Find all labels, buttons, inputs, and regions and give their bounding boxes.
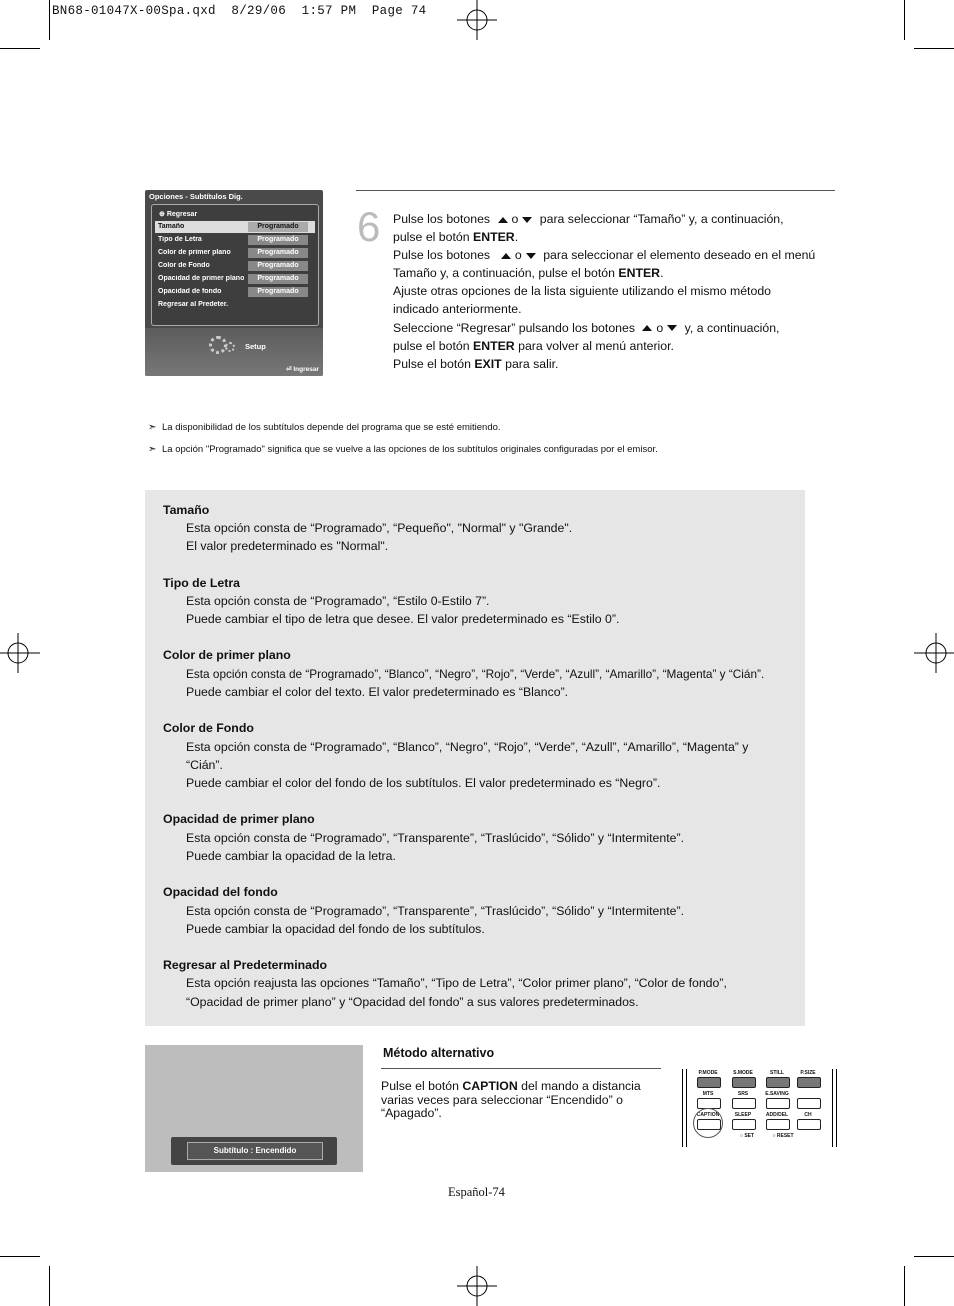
setup-label: Setup (245, 342, 266, 351)
menu-row-tipo[interactable]: Tipo de Letra Programado (155, 234, 315, 246)
note-arrow-icon: ➣ (148, 444, 157, 455)
osd-caption-status: Subtítulo : Encendido (187, 1142, 323, 1160)
crop-mark (0, 1256, 40, 1257)
up-arrow-icon (498, 217, 508, 223)
up-arrow-icon (642, 325, 652, 331)
psize-button[interactable] (797, 1077, 821, 1088)
set-label: ○ SET (739, 1133, 755, 1139)
option-text: Puede cambiar la opacidad del fondo de los subtítulos. (186, 922, 485, 936)
option-text: Esta opción consta de “Programado”, “Blanco”, “Negro”, “Rojo”, “Verde”, “Azull”, “Amarillo”, “Magenta” y “Cián”. (186, 667, 765, 681)
crop-mark (904, 1266, 905, 1306)
option-heading: Color de Fondo (163, 721, 254, 735)
menu-row-color-primer[interactable]: Color de primer plano Programado (155, 247, 315, 259)
reset-label: ○ RESET (772, 1133, 794, 1139)
note: ➣ La disponibilidad de los subtítulos depende del programa que se esté emitiendo. (148, 422, 501, 433)
option-heading: Color de primer plano (163, 648, 291, 662)
crop-mark (914, 48, 954, 49)
page-number: Español-74 (448, 1185, 505, 1199)
note-arrow-icon: ➣ (148, 422, 157, 433)
up-arrow-icon (501, 253, 511, 259)
crop-mark (904, 0, 905, 40)
caption-highlight-circle (693, 1108, 723, 1138)
down-arrow-icon (667, 325, 677, 331)
option-heading: Tamaño (163, 503, 210, 517)
crop-mark (0, 48, 40, 49)
esaving-button[interactable] (766, 1098, 790, 1109)
option-text: Puede cambiar el tipo de letra que desee. El valor predeterminado es “Estilo 0”. (186, 612, 620, 626)
tv-screen-image (145, 1045, 363, 1172)
menu-row-opacidad-fondo[interactable]: Opacidad de fondo Programado (155, 286, 315, 298)
alt-method-title: Método alternativo (383, 1046, 495, 1060)
smode-button[interactable] (732, 1077, 756, 1088)
option-heading: Regresar al Predeterminado (163, 958, 328, 972)
menu-back-item[interactable]: ⊕ Regresar (159, 211, 198, 218)
menu-row-opacidad-primer[interactable]: Opacidad de primer plano Programado (155, 273, 315, 285)
osd-bar (171, 1137, 337, 1165)
menu-row-color-fondo[interactable]: Color de Fondo Programado (155, 260, 315, 272)
option-text: Esta opción consta de “Programado”, “Estilo 0-Estilo 7”. (186, 594, 490, 608)
alt-method-text: Pulse el botón CAPTION del mando a distancia varias veces para seleccionar “Encendido” o “Apagado”. (381, 1079, 641, 1120)
crop-mark (49, 0, 50, 40)
down-arrow-icon (522, 217, 532, 223)
step-number: 6 (357, 203, 381, 250)
ch-up-button[interactable] (797, 1098, 821, 1109)
pmode-button[interactable] (697, 1077, 721, 1088)
sleep-button[interactable] (732, 1119, 756, 1130)
crop-mark (914, 1256, 954, 1257)
down-arrow-icon (526, 253, 536, 259)
option-heading: Tipo de Letra (163, 576, 240, 590)
option-text: Esta opción consta de “Programado”, “Blanco”, “Negro”, “Rojo”, “Verde”, “Azull”, “Amarillo”, “Magenta” y (186, 740, 749, 754)
registration-mark-icon (457, 1266, 497, 1306)
menu-footer (145, 328, 323, 376)
enter-hint: ⏎ Ingresar (286, 366, 319, 373)
menu-panel (151, 204, 319, 326)
menu-row-tamano[interactable]: Tamaño Programado (155, 221, 315, 233)
step-instructions: Pulse los botones o para seleccionar “Tamaño” y, a continuación, pulse el botón ENTER. Pulse los botones o para seleccionar el elemento deseado en el menú Tamaño y, a continuación, pulse el botón ENTER. Ajuste otras opciones de la lista siguiente utilizando el mismo método indicado anteriormente. Seleccione “Regresar” pulsando los botones o y, a continuación, pulse el botón ENTER para volver al menú anterior. Pulse el botón EXIT para salir. (393, 212, 816, 371)
registration-mark-icon (457, 0, 497, 40)
option-text: Puede cambiar el color del texto. El valor predeterminado es “Blanco”. (186, 685, 569, 699)
options-box (145, 490, 805, 1026)
remote-control-image: P.MODE S.MODE STILL P.SIZE MTS SRS E.SAVING CAPTION SLEEP ADD/DEL CH ○ SET ○ RESET (682, 1069, 837, 1147)
tv-menu-screenshot (145, 190, 323, 376)
option-text: Puede cambiar la opacidad de la letra. (186, 849, 396, 863)
option-text: Puede cambiar el color del fondo de los subtítulos. El valor predeterminado es “Negro”. (186, 776, 661, 790)
option-text: “Cián”. (186, 758, 223, 772)
option-heading: Opacidad del fondo (163, 885, 278, 899)
gear-icon (225, 342, 235, 352)
option-text: Esta opción reajusta las opciones “Tamaño”, “Tipo de Letra”, “Color primer plano”, “Color de fondo”, (186, 976, 727, 990)
registration-mark-icon (0, 633, 40, 673)
option-text: “Opacidad de primer plano” y “Opacidad del fondo” a sus valores predeterminados. (186, 995, 639, 1009)
option-text: El valor predeterminado es "Normal". (186, 539, 389, 553)
option-text: Esta opción consta de “Programado”, “Pequeño", "Normal" y "Grande". (186, 521, 573, 535)
option-text: Esta opción consta de “Programado”, “Transparente”, “Traslúcido”, “Sólido” y “Intermitente”. (186, 904, 684, 918)
print-header: BN68-01047X-00Spa.qxd 8/29/06 1:57 PM Page 74 (52, 4, 427, 18)
still-button[interactable] (766, 1077, 790, 1088)
menu-title: Opciones - Subtítulos Dig. (149, 192, 243, 201)
divider (356, 190, 835, 191)
adddel-button[interactable] (766, 1119, 790, 1130)
registration-mark-icon (914, 633, 954, 673)
crop-mark (49, 1266, 50, 1306)
option-heading: Opacidad de primer plano (163, 812, 315, 826)
divider (381, 1068, 661, 1069)
note: ➣ La opción "Programado" significa que se vuelve a las opciones de los subtítulos originales configuradas por el emisor. (148, 444, 658, 455)
ch-down-button[interactable] (797, 1119, 821, 1130)
option-text: Esta opción consta de “Programado”, “Transparente”, “Traslúcido”, “Sólido” y “Intermitente”. (186, 831, 684, 845)
srs-button[interactable] (732, 1098, 756, 1109)
menu-reset-item[interactable]: Regresar al Predeter. (158, 301, 229, 308)
enter-icon: ⏎ (286, 366, 292, 373)
